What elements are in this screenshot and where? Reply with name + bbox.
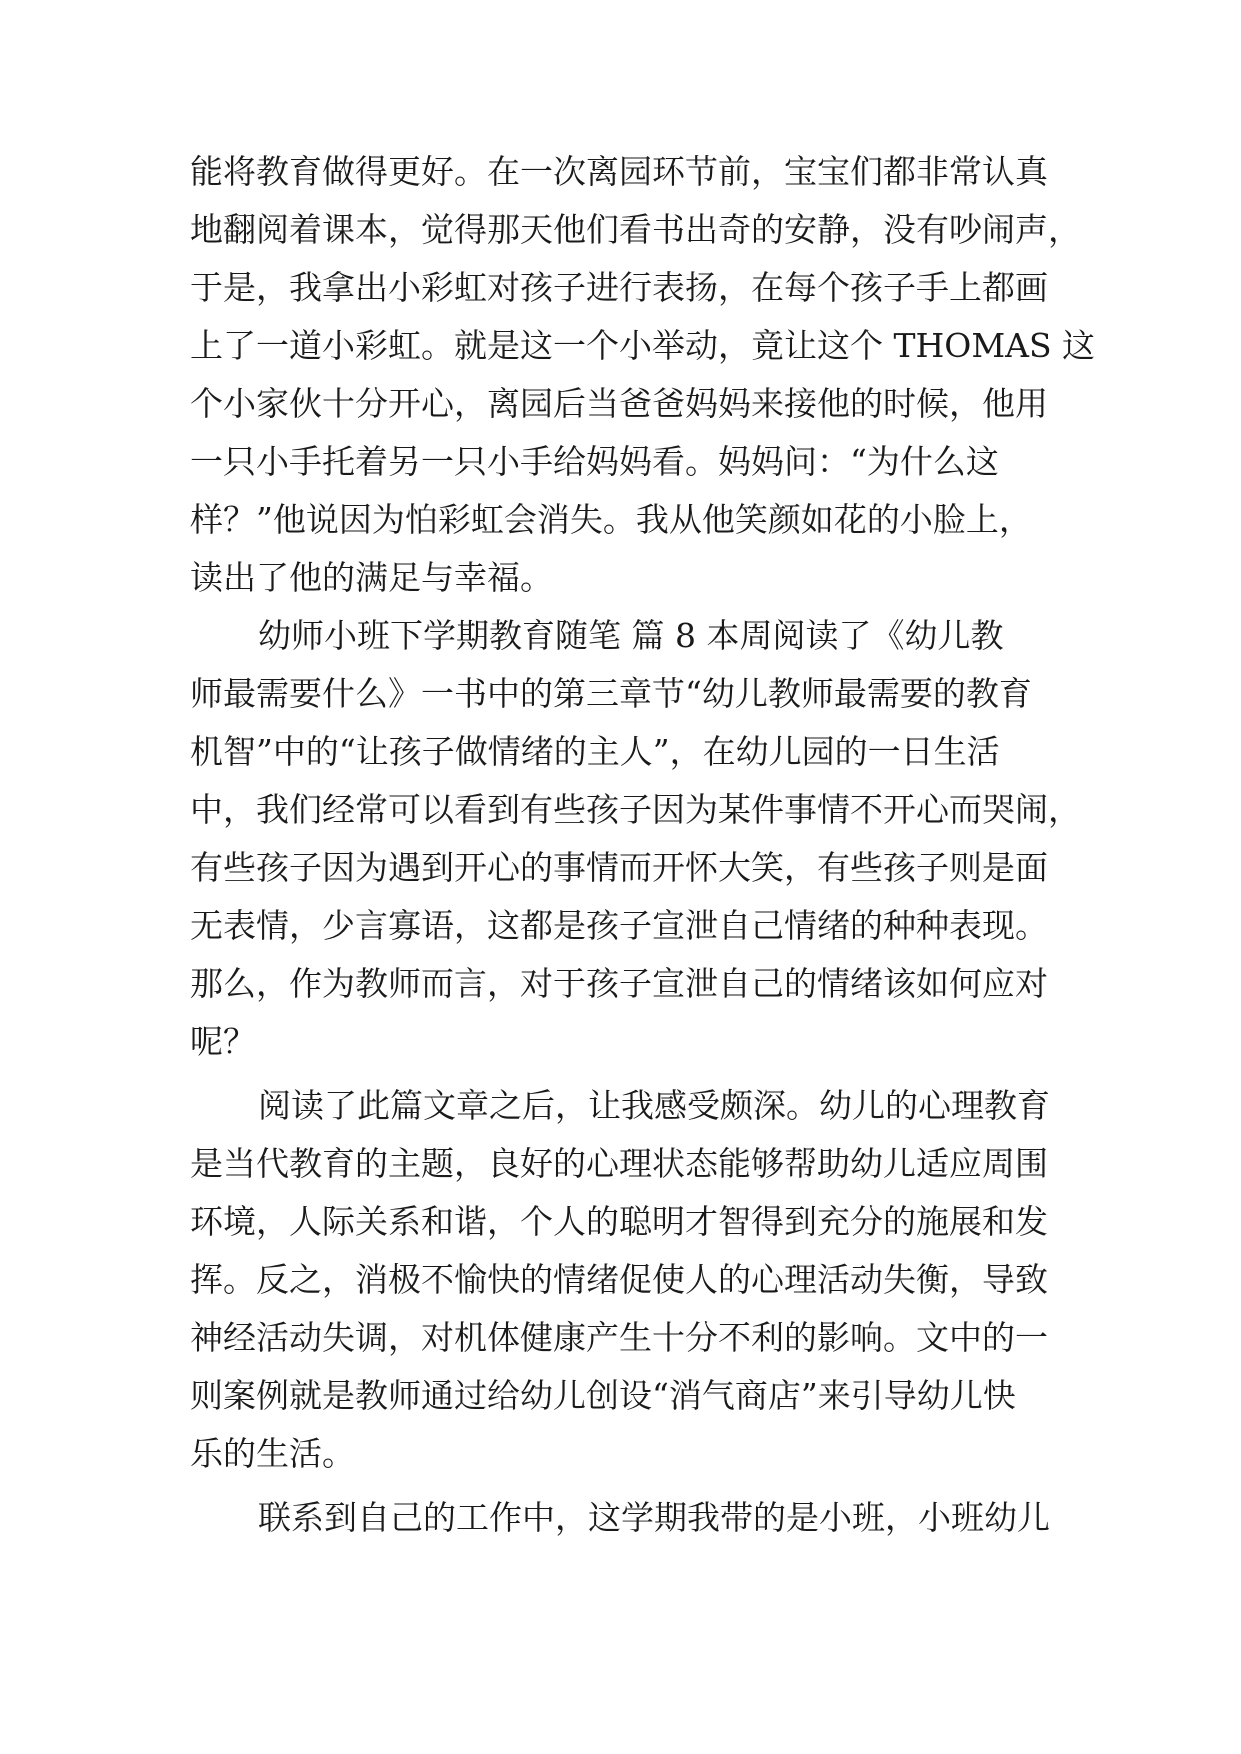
text-line-15: 那么，作为教师而言，对于孩子宣泄自己的情绪该如何应对: [190, 964, 1048, 1003]
text-line-10: 师最需要什么》一书中的第三章节“幼儿教师最需要的教育: [190, 674, 1032, 713]
text-line-6: 一只小手托着另一只小手给妈妈看。妈妈问：“为什么这: [190, 442, 999, 481]
section-heading-line: 幼师小班下学期教育随笔 篇 8 本周阅读了《幼儿教: [258, 616, 1004, 655]
text-line-3: 于是，我拿出小彩虹对孩子进行表扬，在每个孩子手上都画: [190, 268, 1048, 307]
text-line-21: 神经活动失调，对机体健康产生十分不利的影响。文中的一: [190, 1318, 1048, 1357]
text-line-16: 呢？: [190, 1022, 256, 1061]
text-line-1: 能将教育做得更好。在一次离园环节前，宝宝们都非常认真: [190, 152, 1048, 191]
text-line-20: 挥。反之，消极不愉快的情绪促使人的心理活动失衡，导致: [190, 1260, 1048, 1299]
text-line-23: 乐的生活。: [190, 1434, 355, 1473]
text-line-4: 上了一道小彩虹。就是这一个小举动，竟让这个 THOMAS 这: [190, 326, 1096, 365]
text-line-14: 无表情，少言寡语，这都是孩子宣泄自己情绪的种种表现。: [190, 906, 1048, 945]
text-line-8: 读出了他的满足与幸福。: [190, 558, 553, 597]
text-line-11: 机智”中的“让孩子做情绪的主人”，在幼儿园的一日生活: [190, 732, 1000, 771]
text-line-5: 个小家伙十分开心，离园后当爸爸妈妈来接他的时候，他用: [190, 384, 1048, 423]
text-line-2: 地翻阅着课本，觉得那天他们看书出奇的安静，没有吵闹声，: [190, 210, 1081, 249]
text-line-19: 环境，人际关系和谐，个人的聪明才智得到充分的施展和发: [190, 1202, 1048, 1241]
text-line-7: 样？”他说因为怕彩虹会消失。我从他笑颜如花的小脸上，: [190, 500, 1032, 539]
paragraph-start-line-2: 联系到自己的工作中，这学期我带的是小班，小班幼儿: [258, 1498, 1050, 1537]
text-line-22: 则案例就是教师通过给幼儿创设“消气商店”来引导幼儿快: [190, 1376, 1016, 1415]
paragraph-start-line: 阅读了此篇文章之后，让我感受颇深。幼儿的心理教育: [258, 1086, 1050, 1125]
text-line-13: 有些孩子因为遇到开心的事情而开怀大笑，有些孩子则是面: [190, 848, 1048, 887]
text-line-12: 中，我们经常可以看到有些孩子因为某件事情不开心而哭闹，: [190, 790, 1081, 829]
text-line-18: 是当代教育的主题，良好的心理状态能够帮助幼儿适应周围: [190, 1144, 1048, 1183]
